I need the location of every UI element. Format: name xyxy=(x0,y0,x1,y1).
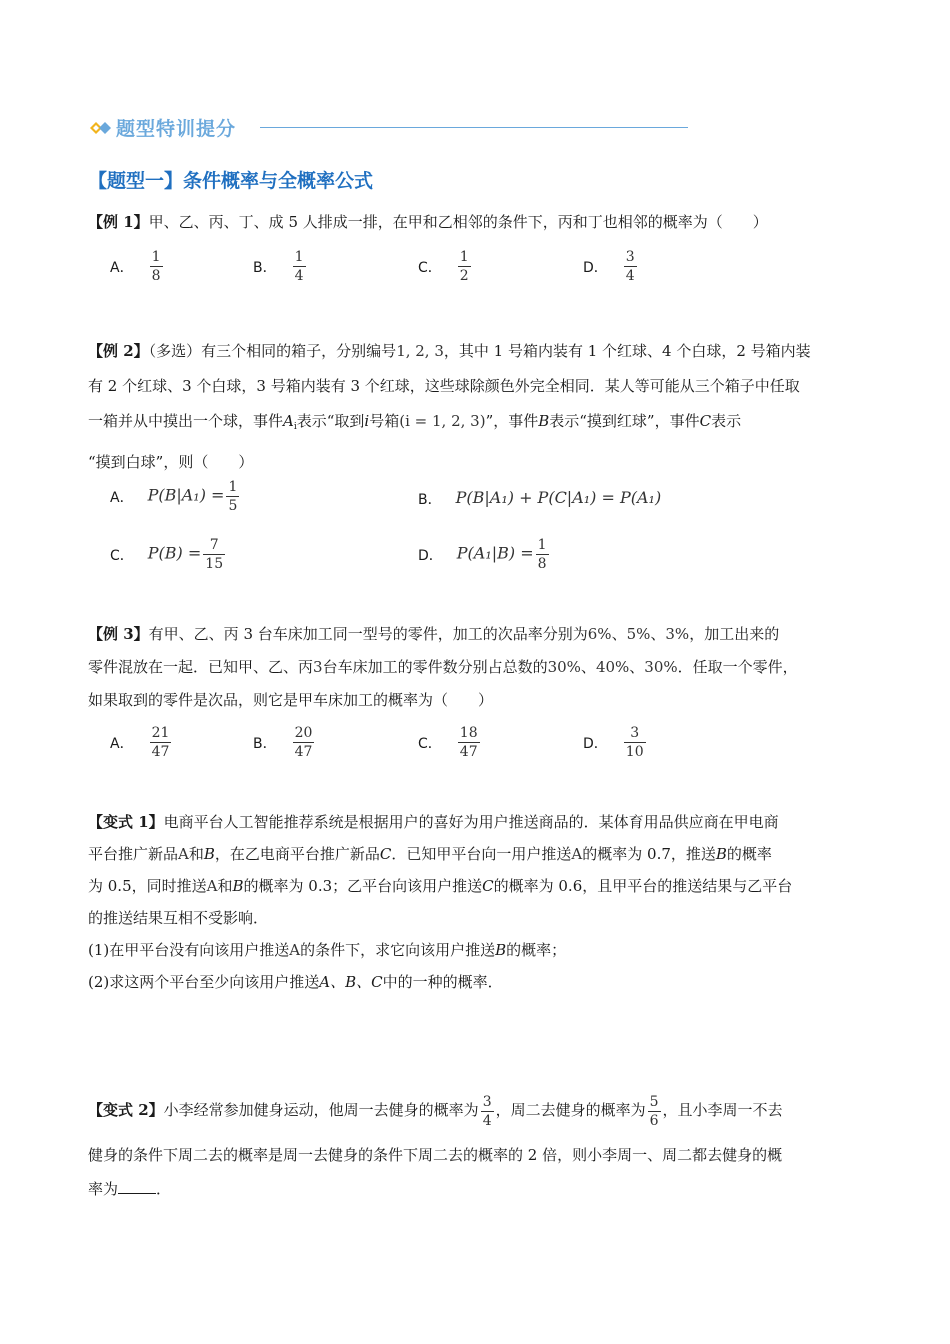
example-1-option-d[interactable]: D． $\frac{3}{4}$ xyxy=(583,249,635,284)
example-1-option-c[interactable]: C． $\frac{1}{2}$ xyxy=(418,249,469,284)
fraction: $\frac{1}{5}$ xyxy=(228,479,238,514)
fraction: $\frac{3}{4}$ xyxy=(625,249,635,284)
fraction: $\frac{3}{10}$ xyxy=(625,725,644,760)
section-header xyxy=(88,114,708,142)
fraction: $\frac{1}{8}$ xyxy=(151,249,161,284)
example-1-option-a[interactable]: A． $\frac{1}{8}$ xyxy=(110,249,161,284)
fraction: $\frac{1}{4}$ xyxy=(294,249,304,284)
fraction: $\frac{7}{15}$ xyxy=(205,537,224,572)
example-1-text: 甲、乙、丙、丁、成 5 人排成一排，在甲和乙相邻的条件下，丙和丁也相邻的概率为（ ） xyxy=(148,213,768,231)
type-title: 【题型一】条件概率与全概率公式 xyxy=(88,170,374,192)
variant-1-stem: 【变式 1】电商平台人工智能推荐系统是根据用户的喜好为用户推送商品的．某体育用品供应商在甲电商 平台推广新品A和B，在乙电商平台推广新品C．已知甲平台向一用户推送A的概率为 0.7，推送B的概率 为 0.5，同时推送A和B的概率为 0.3；乙平台向该用户推送C的概率为 0.6，且甲平台的推送结果与乙平台 的推送结果互相不受影响． (1)在甲平台没有向该用户推送A的条件下，求它向该用户推送B的概率； (2)求这两个平台至少向该用户推送A、B、C中的一种的概率． xyxy=(88,813,793,991)
example-3-option-a[interactable]: A． $\frac{21}{47}$ xyxy=(110,725,170,760)
double-chevron-icon xyxy=(88,120,112,136)
example-1-stem xyxy=(88,206,868,239)
variant-2-stem: 【变式 2】小李经常参加健身运动，他周一去健身的概率为 $\frac{3}{4}$ ，周二去健身的概率为 $\frac{5}{6}$ ，且小李周一不去 健身的条件下周二去的概率是周一去健身的条件下周二去的概率的 2 倍，则小李周一、周二都去健身的概 率为 ． xyxy=(88,1093,783,1198)
example-1-option-b[interactable]: B． $\frac{1}{4}$ xyxy=(253,249,304,284)
example-3-stem: 【例 3】有甲、乙、丙 3 台车床加工同一型号的零件，加工的次品率分别为6%、5%、3%，加工出来的 零件混放在一起．已知甲、乙、丙3台车床加工的零件数分别占总数的30%、40%、30%．任取一个零件， 如果取到的零件是次品，则它是甲车床加工的概率为（ ） xyxy=(88,625,798,709)
example-3-option-b[interactable]: B． $\frac{20}{47}$ xyxy=(253,725,313,760)
fraction: $\frac{21}{47}$ xyxy=(151,725,170,760)
fraction: $\frac{1}{8}$ xyxy=(537,537,547,572)
section-title: 题型特训提分 xyxy=(116,118,237,140)
fraction: $\frac{18}{47}$ xyxy=(459,725,478,760)
example-2-stem: 【例 2】（多选）有三个相同的箱子，分别编号1, 2, 3，其中 1 号箱内装有 1 个红球、4 个白球，2 号箱内装 有 2 个红球、3 个白球，3 号箱内装有 3 个红球，这些球除颜色外完全相同．某人等可能从三个箱子中任取 一箱并从中摸出一个球，事件$A_i$表示“取到i号箱(i = 1, 2, 3)”，事件B表示“摸到红球”，事件C表示 “摸到白球”，则（ ） xyxy=(88,342,811,471)
fraction: $\frac{20}{47}$ xyxy=(294,725,313,760)
example-1-tag: 【例 1】 xyxy=(88,213,149,231)
example-2-option-d[interactable]: D． P(A₁|B) = $\frac{1}{8}$ xyxy=(418,537,547,572)
example-2-option-c[interactable]: C． P(B) = $\frac{7}{15}$ xyxy=(110,537,224,572)
example-3-option-c[interactable]: C． $\frac{18}{47}$ xyxy=(418,725,478,760)
section-divider xyxy=(260,127,688,128)
example-2-option-a[interactable]: A． P(B|A₁) = $\frac{1}{5}$ xyxy=(110,479,238,514)
variant-2-tag: 【变式 2】 xyxy=(88,1101,164,1119)
fraction: $\frac{5}{6}$ xyxy=(649,1093,659,1129)
example-2-tag: 【例 2】 xyxy=(88,342,149,360)
variant-1-tag: 【变式 1】 xyxy=(88,813,164,831)
fraction: $\frac{3}{4}$ xyxy=(482,1093,492,1129)
answer-blank[interactable] xyxy=(118,1179,156,1194)
example-3-option-d[interactable]: D． $\frac{3}{10}$ xyxy=(583,725,644,760)
fraction: $\frac{1}{2}$ xyxy=(459,249,469,284)
example-3-tag: 【例 3】 xyxy=(88,625,149,643)
example-2-option-b[interactable]: B． P(B|A₁) + P(C|A₁) = P(A₁) xyxy=(418,488,662,508)
